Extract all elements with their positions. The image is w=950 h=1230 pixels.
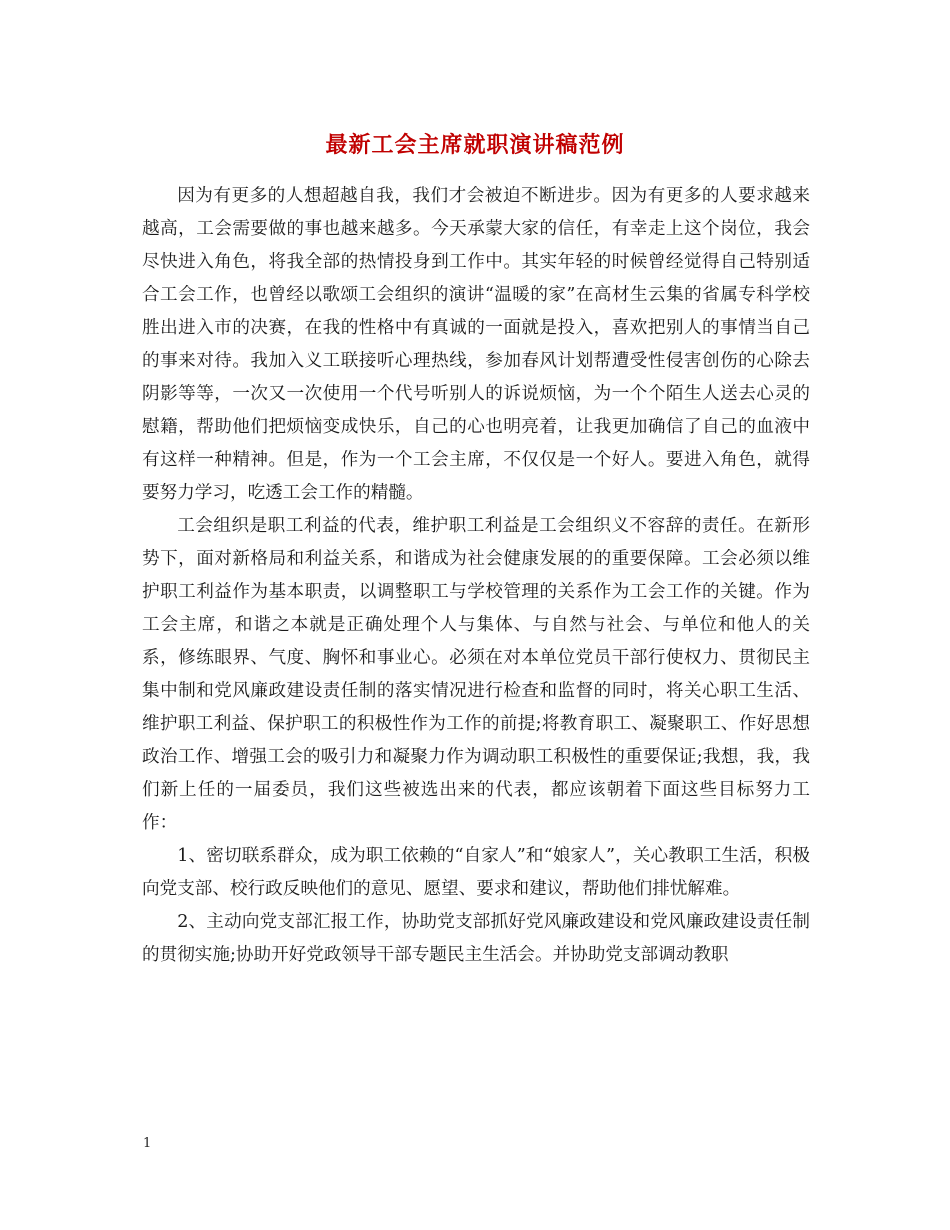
paragraph-2: 工会组织是职工利益的代表，维护职工利益是工会组织义不容辞的责任。在新形势下，面对新格局和利益关系，和谐成为社会健康发展的的重要保障。工会必须以维护职工利益作为基本职责，以调整职工与学校管理的关系作为工会工作的关键。作为工会主席，和谐之本就是正确处理个人与集体、与自然与社会、与单位和他人的关系，修练眼界、气度、胸怀和事业心。必须在对本单位党员干部行使权力、贯彻民主集中制和党风廉政建设责任制的落实情况进行检查和监督的同时，将关心职工生活、维护职工利益、保护职工的积极性作为工作的前提;将教育职工、凝聚职工、作好思想政治工作、增强工会的吸引力和凝聚力作为调动职工积极性的重要保证;我想，我，我们新上任的一届委员，我们这些被选出来的代表，都应该朝着下面这些目标努力工作： <box>142 516 810 833</box>
paragraph-3: 1、密切联系群众，成为职工依赖的“自家人”和“娘家人”，关心教职工生活，积极向党支部、校行政反映他们的意见、愿望、要求和建议，帮助他们排忧解难。 <box>142 846 810 899</box>
paragraph-1: 因为有更多的人想超越自我，我们才会被迫不断进步。因为有更多的人要求越来越高，工会需要做的事也越来越多。今天承蒙大家的信任，有幸走上这个岗位，我会尽快进入角色，将我全部的热情投身到工作中。其实年轻的时候曾经觉得自己特别适合工会工作，也曾经以歌颂工会组织的演讲“温暖的家”在高材生云集的省属专科学校胜出进入市的决赛，在我的性格中有真诚的一面就是投入，喜欢把别人的事情当自己的事来对待。我加入义工联接听心理热线，参加春风计划帮遭受性侵害创伤的心除去阴影等等，一次又一次使用一个代号听别人的诉说烦恼，为一个个陌生人送去心灵的慰籍，帮助他们把烦恼变成快乐，自己的心也明亮着，让我更加确信了自己的血液中有这样一种精神。但是，作为一个工会主席，不仅仅是一个好人。要进入角色，就得要努力学习，吃透工会工作的精髓。 <box>142 186 810 503</box>
document-title: 最新工会主席就职演讲稿范例 <box>325 132 625 158</box>
paragraph-4: 2、主动向党支部汇报工作，协助党支部抓好党风廉政建设和党风廉政建设责任制的贯彻实施;协助开好党政领导干部专题民主生活会。并协助党支部调动教职 <box>142 912 810 965</box>
page-number: 1 <box>143 1136 152 1151</box>
document-body <box>142 180 810 972</box>
